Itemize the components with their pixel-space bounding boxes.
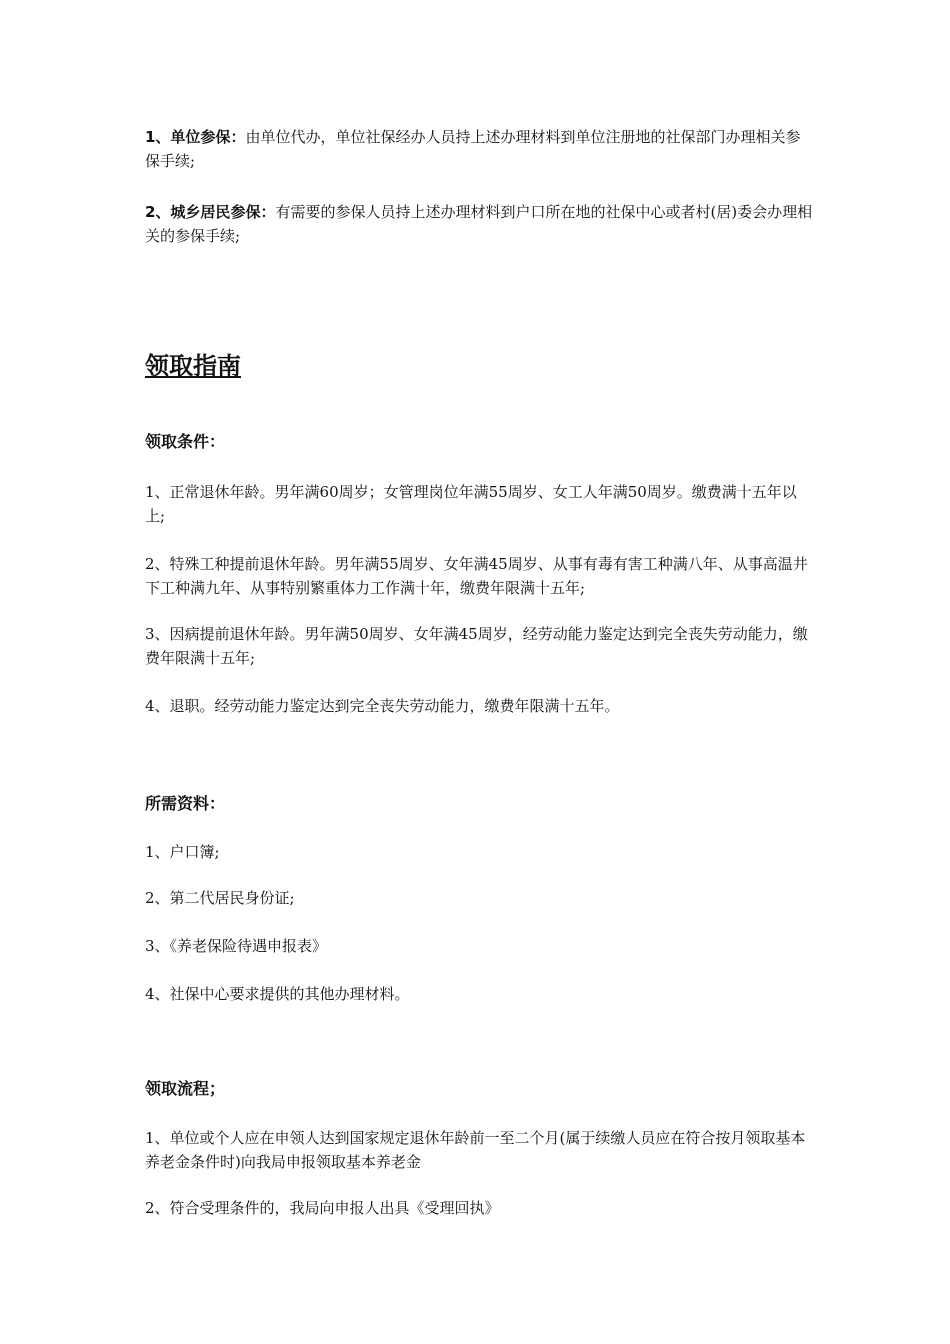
participation-item-label: 2、城乡居民参保： xyxy=(145,203,276,221)
materials-item: 3、《养老保险待遇申报表》 xyxy=(145,937,328,955)
participation-item-text: 由单位代办，单位社保经办人员持上述办理材料到单位注册地的社保部门办理相关参保手续; xyxy=(145,128,801,170)
process-item: 2、符合受理条件的，我局向申报人出具《受理回执》 xyxy=(145,1199,500,1217)
conditions-heading: 领取条件： xyxy=(145,432,226,451)
materials-item: 4、社保中心要求提供的其他办理材料。 xyxy=(145,985,410,1003)
materials-item: 1、户口簿; xyxy=(145,843,220,861)
participation-item-label: 1、单位参保： xyxy=(145,128,246,146)
participation-item-text: 有需要的参保人员持上述办理材料到户口所在地的社保中心或者村(居)委会办理相关的参保手续; xyxy=(145,203,813,245)
conditions-item: 4、退职。经劳动能力鉴定达到完全丧失劳动能力，缴费年限满十五年。 xyxy=(145,697,620,715)
conditions-item: 2、特殊工种提前退休年龄。男年满55周岁、女年满45周岁、从事有毒有害工种满八年、从事高温井下工种满九年、从事特别繁重体力工作满十年，缴费年限满十五年; xyxy=(145,555,808,597)
conditions-item: 1、正常退休年龄。男年满60周岁；女管理岗位年满55周岁、女工人年满50周岁。缴费满十五年以上; xyxy=(145,483,797,525)
process-heading: 领取流程； xyxy=(145,1079,226,1098)
materials-heading: 所需资料： xyxy=(145,794,226,813)
participation-item-unit xyxy=(145,125,813,173)
materials-item: 2、第二代居民身份证; xyxy=(145,889,295,907)
participation-item-resident xyxy=(145,200,813,248)
process-item: 1、单位或个人应在申领人达到国家规定退休年龄前一至二个月(属于续缴人员应在符合按月领取基本养老金条件时)向我局申报领取基本养老金 xyxy=(145,1129,806,1171)
section-title: 领取指南 xyxy=(145,352,241,380)
conditions-item: 3、因病提前退休年龄。男年满50周岁、女年满45周岁，经劳动能力鉴定达到完全丧失劳动能力，缴费年限满十五年; xyxy=(145,625,808,667)
